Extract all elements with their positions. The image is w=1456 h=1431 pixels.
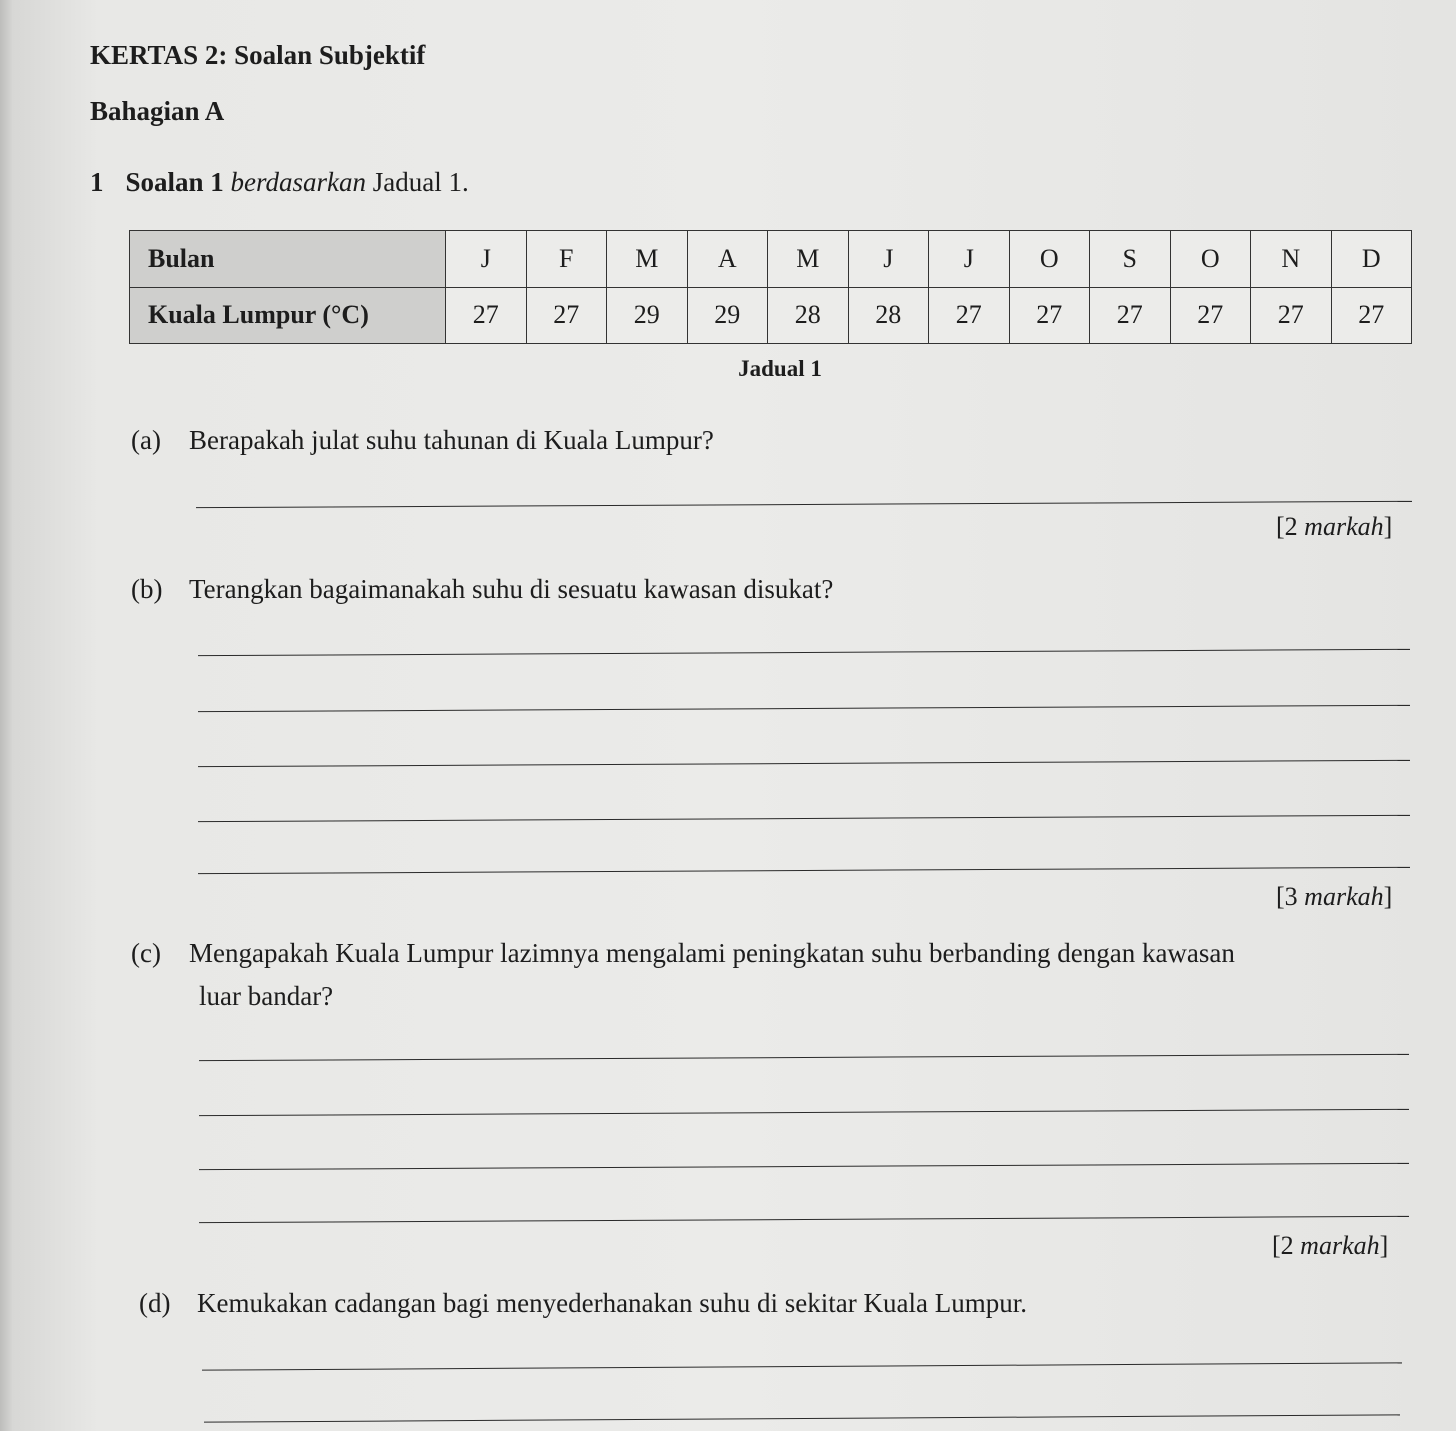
month-cell: O: [1009, 231, 1090, 288]
question-stem-italic: berdasarkan: [230, 167, 367, 197]
temperature-cell: 29: [607, 287, 688, 344]
part-a-question: [131, 425, 714, 456]
part-c-text-line1: Mengapakah Kuala Lumpur lazimnya mengalami peningkatan suhu berbanding dengan kawasan: [189, 938, 1235, 968]
month-cell: S: [1090, 231, 1171, 288]
part-d-label: (d): [139, 1288, 171, 1318]
temperature-cell: 27: [446, 287, 527, 344]
part-a-text: Berapakah julat suhu tahunan di Kuala Lumpur?: [189, 425, 714, 455]
month-cell: A: [687, 231, 768, 288]
month-cell: M: [768, 231, 849, 288]
part-a-marks: [2 markah]: [1276, 512, 1393, 541]
temperature-cell: 27: [1331, 287, 1412, 344]
temperature-cell: 28: [768, 287, 849, 344]
temperature-cell: 27: [929, 287, 1010, 344]
part-b-label: (b): [131, 574, 163, 604]
month-cell: J: [848, 231, 929, 288]
temperature-cell: 27: [1170, 287, 1251, 344]
part-c-question: [131, 938, 1421, 969]
month-cell: J: [446, 231, 527, 288]
section-title: Bahagian A: [90, 96, 225, 126]
book-spine-shadow: [0, 0, 12, 1431]
question-stem-rest: Jadual 1.: [372, 167, 469, 197]
temperature-cell: 27: [1090, 287, 1171, 344]
question-ref: Soalan 1: [125, 167, 224, 197]
part-d-text: Kemukakan cadangan bagi menyederhanakan suhu di sekitar Kuala Lumpur.: [197, 1288, 1027, 1318]
temperature-cell: 27: [1009, 287, 1090, 344]
month-cell: J: [929, 231, 1010, 288]
temperature-table: [129, 230, 1412, 344]
month-cell: M: [607, 231, 688, 288]
table-row-months: [130, 231, 1412, 288]
row-header-month: Bulan: [130, 231, 446, 288]
temperature-cell: 29: [687, 287, 768, 344]
table-row-temperature: [130, 287, 1412, 344]
month-cell: F: [526, 231, 607, 288]
part-b-question: [131, 574, 833, 605]
temperature-cell: 27: [526, 287, 607, 344]
part-c-text-line2: luar bandar?: [199, 981, 334, 1011]
part-d-question: [139, 1288, 1027, 1319]
month-cell: D: [1331, 231, 1412, 288]
paper-title: KERTAS 2: Soalan Subjektif: [90, 40, 426, 70]
part-c-label: (c): [131, 938, 161, 968]
part-b-text: Terangkan bagaimanakah suhu di sesuatu kawasan disukat?: [189, 574, 834, 604]
question-stem: [90, 167, 469, 198]
month-cell: N: [1251, 231, 1332, 288]
temperature-cell: 28: [848, 287, 929, 344]
question-number: 1: [90, 167, 104, 197]
part-c-marks: [2 markah]: [1272, 1231, 1389, 1260]
part-a-label: (a): [131, 425, 161, 455]
table-caption: Jadual 1: [738, 356, 822, 381]
part-b-marks: [3 markah]: [1276, 882, 1393, 911]
temperature-cell: 27: [1251, 287, 1332, 344]
month-cell: O: [1170, 231, 1251, 288]
row-header-temperature: Kuala Lumpur (°C): [130, 287, 446, 344]
